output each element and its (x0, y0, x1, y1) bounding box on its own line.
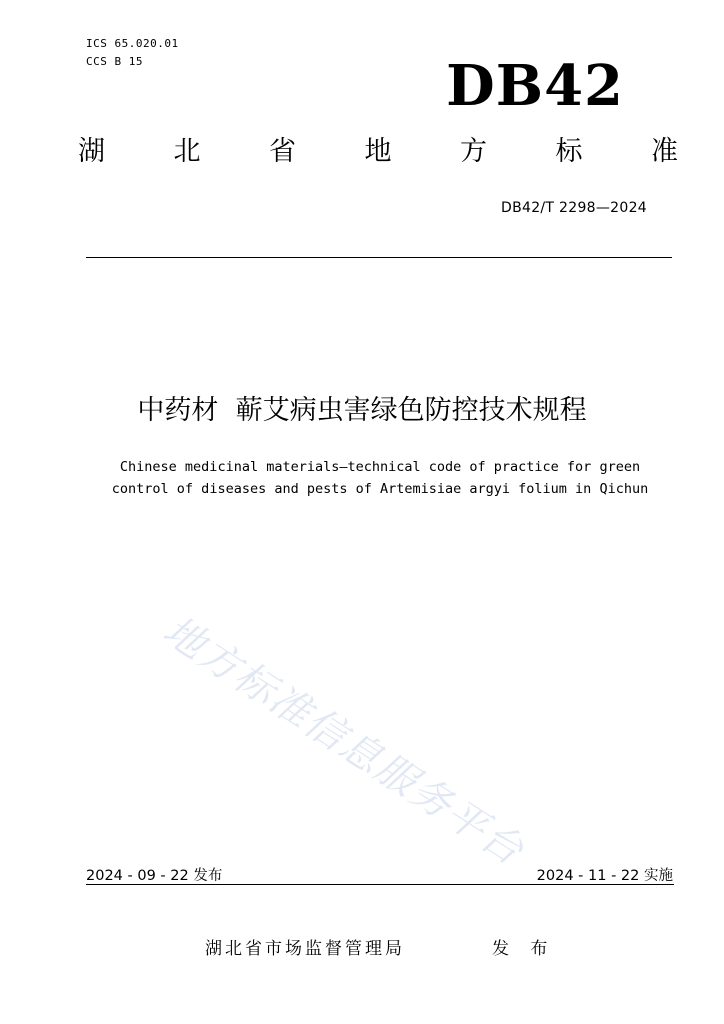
standard-type-char: 北 (173, 136, 201, 167)
issue-date: 2024 - 09 - 22 发布 (86, 868, 223, 884)
standard-type-char: 地 (364, 136, 392, 167)
publisher: 湖北省市场监督管理局 (205, 939, 405, 959)
document-title-zh: 中药材 蕲艾病虫害绿色防控技术规程 (137, 395, 587, 426)
ics-code: ICS 65.020.01 (86, 37, 179, 50)
title-en-line-2: control of diseases and pests of Artemisiae argyi folium in Qichun (111, 481, 649, 497)
ccs-code: CCS B 15 (86, 55, 143, 68)
standard-type-char: 标 (555, 136, 583, 167)
standard-type-char: 湖 (78, 136, 105, 167)
implementation-date: 2024 - 11 - 22 实施 (536, 868, 673, 884)
header-divider (86, 257, 672, 258)
standard-type-heading (78, 138, 678, 165)
standard-type-char: 准 (651, 136, 678, 167)
standard-number: DB42/T 2298—2024 (501, 200, 647, 216)
footer-divider (86, 884, 674, 885)
publish-label: 发 布 (492, 939, 556, 959)
db42-logo: DB42 (446, 53, 624, 119)
title-en-line-1: Chinese medicinal materials—technical code of practice for green (119, 459, 641, 475)
watermark: 地方标准信息服务平台 (155, 607, 533, 875)
standard-type-char: 方 (460, 136, 487, 167)
document-title-en (0, 456, 724, 500)
standard-type-char: 省 (269, 136, 296, 167)
